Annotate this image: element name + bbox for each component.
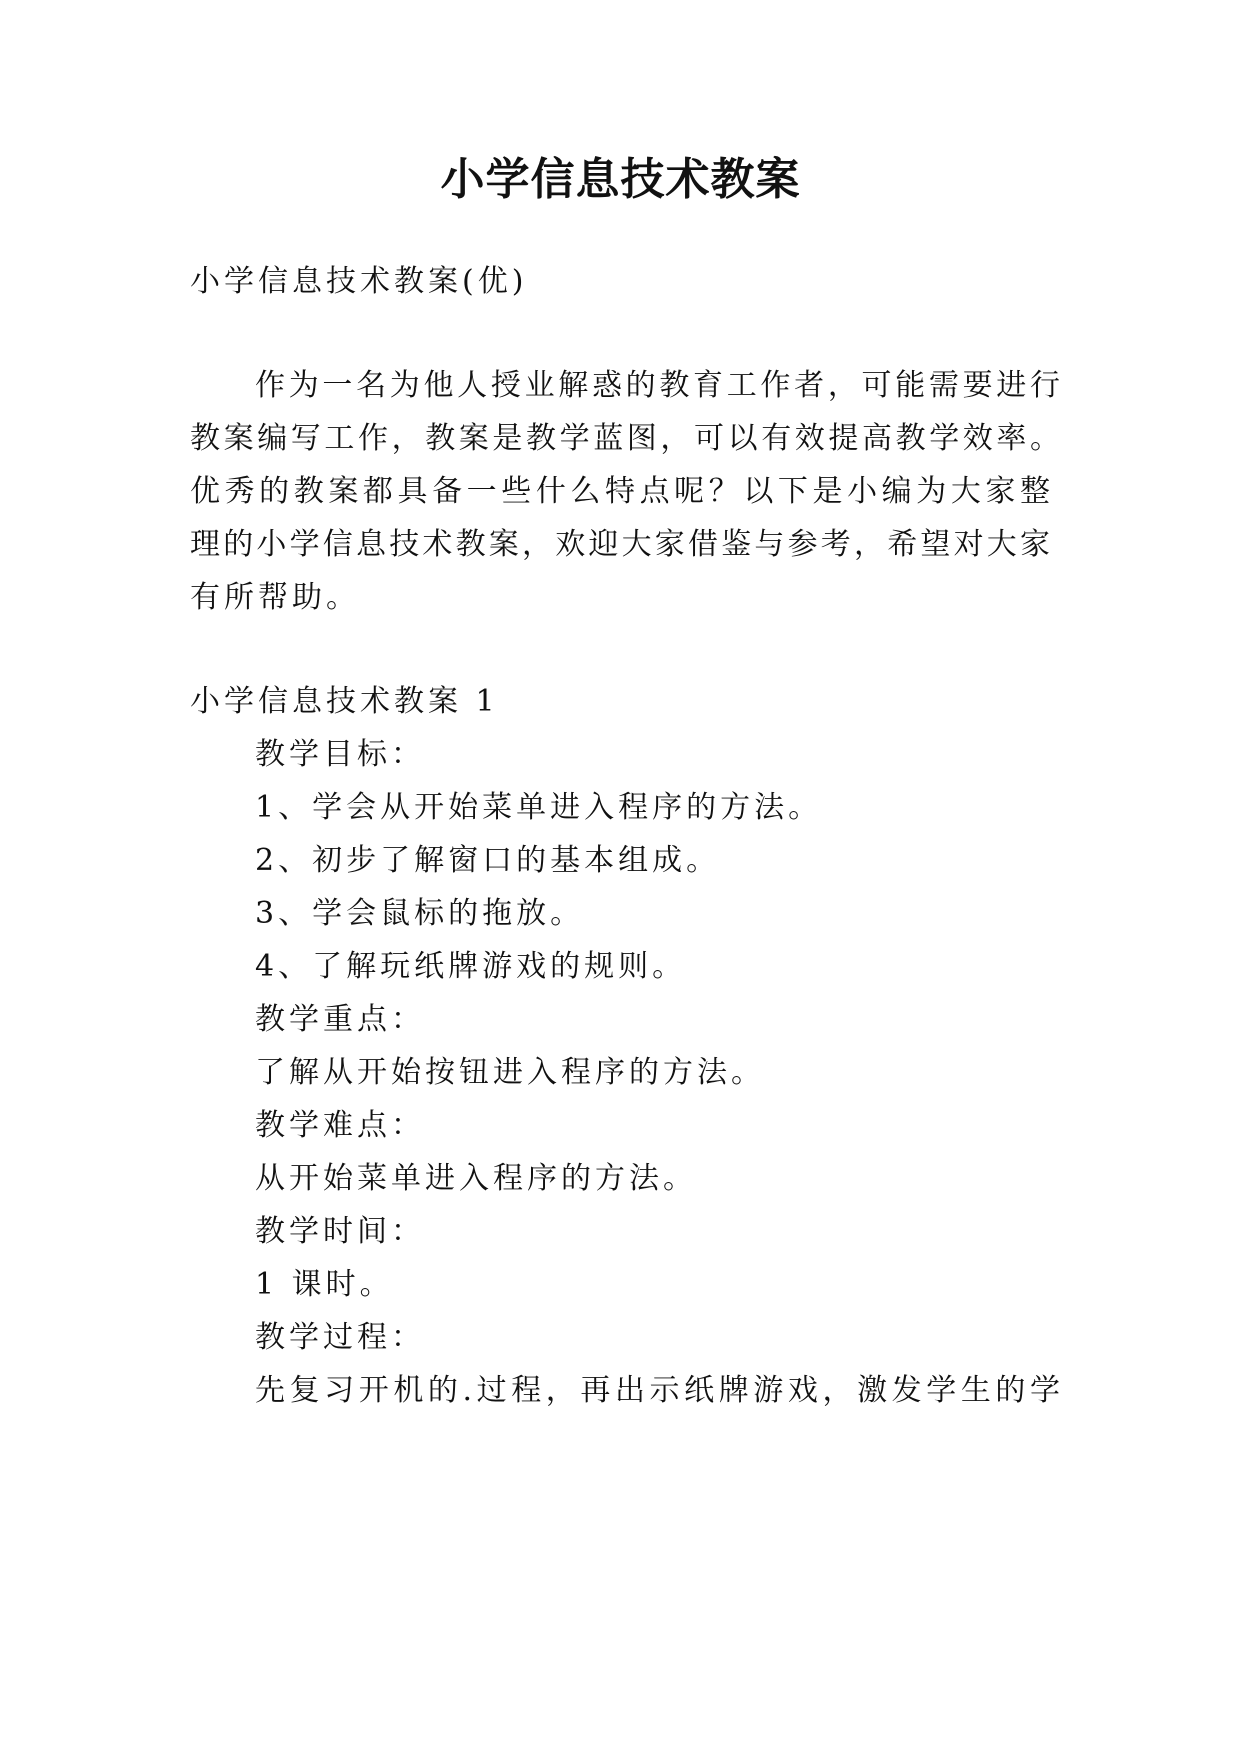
body-line-13: 先复习开机的.过程，再出示纸牌游戏，激发学生的学 xyxy=(255,1373,1060,1408)
body-line-11: 1 课时。 xyxy=(255,1267,394,1302)
section-heading: 小学信息技术教案 1 xyxy=(190,684,499,719)
body-line-1: 教学目标： xyxy=(255,737,425,772)
intro-line-1: 作为一名为他人授业解惑的教育工作者，可能需要进行 xyxy=(255,368,1060,403)
intro-line-4: 理的小学信息技术教案，欢迎大家借鉴与参考，希望对大家 xyxy=(190,527,1050,562)
intro-line-3: 优秀的教案都具备一些什么特点呢？以下是小编为大家整 xyxy=(190,474,1050,509)
document-subtitle: 小学信息技术教案(优) xyxy=(190,264,528,299)
body-line-10: 教学时间： xyxy=(255,1214,425,1249)
body-line-3: 2、初步了解窗口的基本组成。 xyxy=(255,843,721,878)
intro-line-5: 有所帮助。 xyxy=(190,580,360,615)
body-line-2: 1、学会从开始菜单进入程序的方法。 xyxy=(255,790,823,825)
body-line-12: 教学过程： xyxy=(255,1320,425,1355)
body-line-9: 从开始菜单进入程序的方法。 xyxy=(255,1161,697,1196)
body-line-8: 教学难点： xyxy=(255,1108,425,1143)
body-line-5: 4、了解玩纸牌游戏的规则。 xyxy=(255,949,687,984)
document-title: 小学信息技术教案 xyxy=(440,154,801,205)
body-line-7: 了解从开始按钮进入程序的方法。 xyxy=(255,1055,765,1090)
body-line-6: 教学重点： xyxy=(255,1002,425,1037)
body-line-4: 3、学会鼠标的拖放。 xyxy=(255,896,585,931)
intro-line-2: 教案编写工作，教案是教学蓝图，可以有效提高教学效率。 xyxy=(190,421,1060,456)
